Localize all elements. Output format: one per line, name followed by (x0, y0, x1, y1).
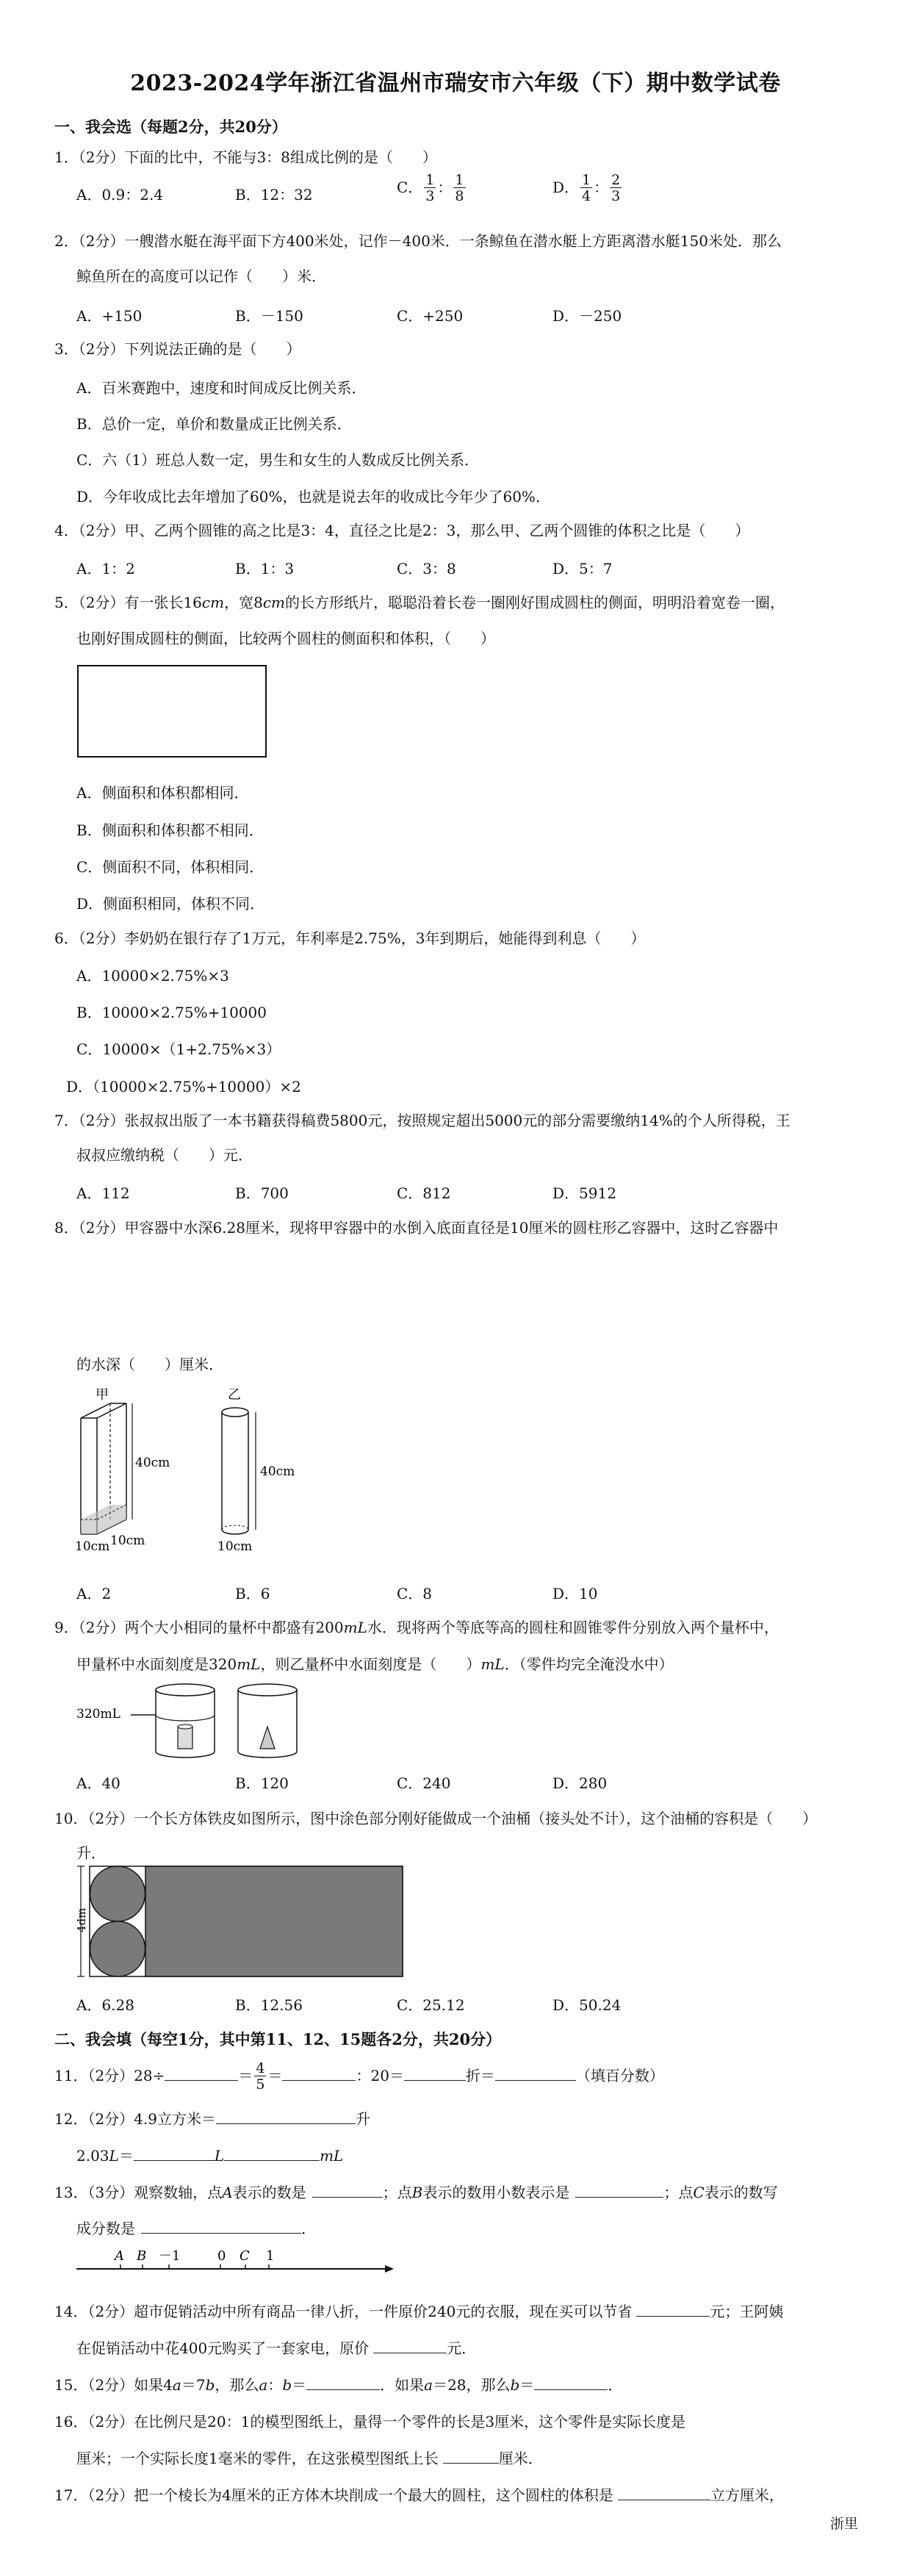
denominator: 8 (455, 188, 464, 204)
numerator: 1 (455, 172, 464, 188)
numerator: 1 (425, 172, 435, 188)
unit: mL (480, 1655, 505, 1673)
q9-option-d[interactable]: D．280 (552, 1774, 608, 1792)
shaded-circle-2 (90, 1921, 145, 1976)
axis-label-0: 0 (217, 2248, 226, 2264)
q1-option-a[interactable]: A．0.9：2.4 (76, 186, 164, 204)
question-7-line-1: 7．（2分）张叔叔出版了一本书籍获得稿费5800元，按照规定超出5000元的部分需要缴纳14%的个人所得税，王 (54, 1112, 791, 1129)
text: 2.03 (76, 2147, 109, 2165)
text: 折＝ (465, 2067, 495, 2084)
q9-option-c[interactable]: C．240 (397, 1774, 451, 1792)
cone-part (260, 1727, 275, 1749)
text: 的长方形纸片，聪聪沿着长卷一圈刚好围成圆柱的侧面，明明沿着宽卷一圈， (284, 594, 785, 611)
shaded-side (145, 1866, 403, 1976)
q14-blank-1[interactable] (636, 2300, 710, 2317)
q5-rectangle-figure (76, 664, 267, 758)
q10-option-c[interactable]: C．25.12 (397, 1996, 465, 2014)
text: ；点 (382, 2184, 412, 2201)
unit: cm (201, 594, 225, 611)
q5-option-b[interactable]: B．侧面积和体积都不相同． (76, 821, 264, 839)
var: a (259, 2376, 268, 2394)
question-4: 4．（2分）甲、乙两个圆锥的高之比是3：4，直径之比是2：3，那么甲、乙两个圆锥的体积之比是（ ） (54, 522, 750, 539)
q7-option-d[interactable]: D．5912 (552, 1184, 616, 1202)
fig-label-320ml: 320mL (76, 1707, 120, 1721)
denominator: 3 (425, 188, 435, 204)
fig-width-3: 10cm (217, 1539, 253, 1554)
q4-option-b[interactable]: B．1：3 (235, 560, 295, 578)
q10-option-b[interactable]: B．12.56 (235, 1996, 303, 2014)
question-13-line-2 (76, 2217, 316, 2238)
question-8-line-2: 的水深（ ）厘米． (76, 1356, 223, 1373)
q11-blank-2[interactable] (282, 2064, 356, 2081)
question-13-line-1 (54, 2181, 778, 2202)
q7-option-a[interactable]: A．112 (76, 1184, 130, 1202)
numerator: 4 (256, 2060, 265, 2076)
q11-fraction (254, 2062, 266, 2092)
q3-option-a[interactable]: A．百米赛跑中，速度和时间成反比例关系． (76, 379, 367, 397)
text: ： (267, 2376, 283, 2394)
q3-option-d[interactable]: D．今年收成比去年增加了60%，也就是说去年的收成比今年少了60%． (76, 488, 550, 506)
text: 甲量杯中水面刻度是320 (76, 1655, 237, 1673)
ratio-sep: ： (594, 179, 609, 196)
unit: mL (343, 1619, 367, 1636)
question-3: 3．（2分）下列说法正确的是（ ） (54, 340, 301, 358)
question-16-line-1 (54, 2410, 685, 2431)
var: a (172, 2376, 181, 2394)
fig-label-yi: 乙 (228, 1387, 241, 1403)
q12-blank-1[interactable] (216, 2107, 356, 2124)
question-14-line-1 (54, 2300, 783, 2321)
fig-width-1: 10cm (75, 1539, 110, 1554)
fig-height-1: 40cm (135, 1456, 170, 1470)
question-14-line-2 (76, 2336, 476, 2358)
text: 表示的数用小数表示是 (422, 2184, 570, 2201)
box-top (81, 1403, 126, 1418)
var: b (282, 2376, 292, 2394)
text: ． (301, 2220, 316, 2237)
q4-option-a[interactable]: A．1：2 (76, 560, 135, 578)
q8-option-b[interactable]: B．6 (235, 1585, 270, 1602)
paper-rectangle (78, 666, 266, 757)
cylinder-part (178, 1727, 192, 1749)
q1-d-fraction-1 (580, 173, 592, 204)
q6-option-a[interactable]: A．10000×2.75%×3 (76, 967, 229, 985)
q10-option-a[interactable]: A．6.28 (76, 1996, 134, 2014)
question-2-line-1: 2．（2分）一艘潜水艇在海平面下方400米处，记作－400米．一条鲸鱼在潜水艇上方距离潜水艇150米处．那么 (54, 232, 782, 250)
text: ，则乙量杯中水面刻度是（ ） (260, 1655, 481, 1673)
var: a (424, 2376, 433, 2394)
ratio-sep: ： (437, 179, 453, 196)
axis-arrow (385, 2265, 394, 2273)
text: （填百分数） (575, 2067, 664, 2084)
text: ＝ (238, 2067, 253, 2084)
question-11 (54, 2062, 664, 2092)
text: ．（零件均完全淹没水中） (504, 1655, 674, 1673)
text: 13．（3分）观察数轴，点 (54, 2184, 223, 2201)
text: ＝ (267, 2067, 283, 2084)
question-8-line-1: 8．（2分）甲容器中水深6.28厘米，现将甲容器中的水倒入底面直径是10厘米的圆柱形乙容器中，这时乙容器中 (54, 1219, 779, 1237)
q1-d-fraction-2 (610, 173, 622, 204)
unit: mL (320, 2147, 344, 2165)
question-15 (54, 2373, 622, 2395)
text: 厘米；一个实际长度1毫米的零件，在这张模型图纸上长 (76, 2450, 439, 2467)
question-6: 6．（2分）李奶奶在银行存了1万元，年利率是2.75%，3年到期后，她能得到利息（ ） (54, 929, 646, 947)
text: ，宽8 (224, 594, 263, 611)
question-9-line-1 (54, 1616, 848, 1638)
q8-option-d[interactable]: D．10 (552, 1585, 598, 1602)
text: ＝ (519, 2376, 535, 2394)
axis-label-b: B (137, 2248, 147, 2264)
q2-option-a[interactable]: A．+150 (76, 307, 143, 325)
text: 14．（2分）超市促销活动中所有商品一律八折，一件原价240元的衣服，现在买可以节省 (54, 2303, 633, 2320)
text: 元． (447, 2339, 477, 2357)
text: 成分数是 (76, 2220, 135, 2237)
q7-option-c[interactable]: C．812 (397, 1184, 451, 1202)
q6-option-d[interactable]: D．（10000×2.75%+10000）×2 (66, 1078, 301, 1095)
q11-blank-1[interactable] (165, 2064, 238, 2081)
cylinder-part-top (178, 1724, 192, 1729)
var: b (205, 2376, 215, 2394)
text: 表示的数是 (232, 2184, 306, 2201)
unit: L (109, 2147, 119, 2165)
cylinder-top (222, 1408, 248, 1417)
q12-blank-3[interactable] (224, 2144, 320, 2161)
q3-option-b[interactable]: B．总价一定，单价和数量成正比例关系． (76, 415, 352, 433)
text: ；点 (663, 2184, 694, 2201)
q7-option-b[interactable]: B．700 (235, 1184, 289, 1202)
question-2-line-2: 鲸鱼所在的高度可以记作（ ）米． (76, 267, 326, 285)
section-1-heading: 一、我会选（每题2分，共20分） (54, 118, 287, 136)
q9-measuring-cups-figure (76, 1681, 341, 1762)
q13-blank-1[interactable] (312, 2181, 383, 2198)
q4-option-d[interactable]: D．5：7 (552, 560, 613, 578)
cup-1-bottom (156, 1752, 215, 1757)
q10-option-d[interactable]: D．50.24 (552, 1996, 622, 2014)
q6-option-c[interactable]: C．10000×（1+2.75%×3） (76, 1040, 281, 1058)
question-9-line-2 (76, 1653, 870, 1675)
q1-c-fraction-1 (424, 173, 436, 204)
q9-option-a[interactable]: A．40 (76, 1774, 120, 1792)
question-17 (54, 2483, 784, 2505)
numerator: 2 (611, 172, 621, 188)
q8-option-c[interactable]: C．8 (397, 1585, 433, 1602)
axis-label-1: 1 (266, 2248, 275, 2264)
q11-blank-3[interactable] (404, 2064, 466, 2081)
text: 在促销活动中花400元购买了一套家电，原价 (76, 2339, 370, 2357)
text: 厘米． (498, 2450, 543, 2467)
text: 17．（2分）把一个棱长为4厘米的正方体木块削成一个最大的圆柱，这个圆柱的体积是 (54, 2486, 613, 2504)
q16-blank-2[interactable] (443, 2447, 499, 2464)
text: 升 (355, 2110, 370, 2128)
var: b (510, 2376, 520, 2394)
text: ：20＝ (356, 2067, 404, 2084)
fig-width-2: 10cm (110, 1533, 145, 1548)
watermark-text: 浙里 (830, 2516, 859, 2532)
cup-1-water (156, 1715, 215, 1721)
question-16-line-2 (76, 2447, 543, 2468)
unit: L (214, 2147, 225, 2165)
shaded-circle-1 (90, 1866, 145, 1921)
question-12-line-1 (54, 2107, 370, 2129)
text: 元；王阿姨 (710, 2303, 784, 2320)
text: 11．（2分）28÷ (54, 2067, 165, 2084)
q5-option-d[interactable]: D．侧面积相同，体积不同． (76, 895, 265, 913)
text: ＝7 (181, 2376, 206, 2394)
cylinder-bottom-hidden (222, 1525, 248, 1530)
q13-number-line (73, 2244, 397, 2285)
q1-option-c[interactable] (397, 173, 467, 204)
q6-option-b[interactable]: B．10000×2.75%+10000 (76, 1004, 267, 1021)
point-label: B (411, 2184, 423, 2201)
q14-blank-2[interactable] (373, 2336, 447, 2353)
axis-label-a: A (115, 2248, 124, 2264)
cup-2-bottom (238, 1752, 297, 1757)
cup-1-top (156, 1684, 215, 1696)
q2-option-b[interactable]: B．－150 (235, 307, 303, 325)
denominator: 5 (256, 2076, 265, 2093)
q15-blank-2[interactable] (534, 2373, 608, 2390)
q13-blank-3[interactable] (141, 2217, 301, 2234)
question-7-line-2: 叔叔应缴纳税（ ）元． (76, 1146, 253, 1164)
text: 立方厘米， (710, 2486, 784, 2504)
text: ＝28，那么 (433, 2376, 511, 2394)
q1-c-fraction-2 (453, 173, 465, 204)
q5-option-c[interactable]: C．侧面积不同，体积相同． (76, 858, 264, 876)
text: 16．（2分）在比例尺是20：1的模型图纸上，量得一个零件的长是3厘米，这个零件是实际长度是 (54, 2413, 686, 2431)
question-5-line-2: 也刚好围成圆柱的侧面，比较两个圆柱的侧面积和体积，（ ） (76, 630, 495, 647)
denominator: 4 (582, 188, 591, 204)
unit: mL (237, 1655, 261, 1673)
section-2-heading: 二、我会填（每空1分，其中第11、12、15题各2分，共20分） (54, 2030, 502, 2048)
text: ． (608, 2376, 623, 2394)
text: ＝ (118, 2147, 134, 2165)
water-shaded (81, 1505, 126, 1534)
question-10-line-1: 10．（2分）一个长方体铁皮如图所示，图中涂色部分刚好能做成一个油桶（接头处不计），这个油桶的容积是（ ） (54, 1810, 818, 1827)
q8-option-a[interactable]: A．2 (76, 1585, 112, 1602)
q1-option-d[interactable] (552, 173, 623, 204)
question-1: 1．（2分）下面的比中，不能与3：8组成比例的是（ ） (54, 148, 437, 166)
point-label: A (222, 2184, 233, 2201)
text: 水．现将两个等底等高的圆柱和圆锥零件分别放入两个量杯中， (367, 1619, 779, 1636)
q2-option-c[interactable]: C．+250 (397, 307, 464, 325)
q2-option-d[interactable]: D．－250 (552, 307, 622, 325)
fig-height-2: 40cm (260, 1464, 295, 1479)
q15-blank-1[interactable] (306, 2373, 380, 2390)
axis-label-c: C (240, 2248, 250, 2264)
q17-blank-1[interactable] (618, 2483, 710, 2500)
q4-option-c[interactable]: C．3：8 (397, 560, 456, 578)
q3-option-c[interactable]: C．六（1）班总人数一定，男生和女生的人数成反比例关系． (76, 451, 480, 469)
q9-option-b[interactable]: B．120 (235, 1774, 289, 1792)
q13-blank-2[interactable] (575, 2181, 663, 2198)
q1-option-c-label: C． (397, 179, 423, 196)
point-label: C (693, 2184, 705, 2201)
question-10-line-2: 升． (76, 1844, 106, 1862)
text: 表示的数写 (704, 2184, 778, 2201)
unit: cm (262, 594, 285, 611)
text: 15．（2分）如果4 (54, 2376, 173, 2394)
denominator: 3 (611, 188, 621, 204)
text: ，那么 (215, 2376, 259, 2394)
text: ．如果 (380, 2376, 425, 2394)
q1-option-b[interactable]: B．12：32 (235, 186, 313, 204)
cup-2-top (238, 1684, 297, 1696)
fig-label-jia: 甲 (96, 1387, 109, 1403)
q12-blank-2[interactable] (134, 2144, 215, 2161)
cylinder-bottom (222, 1530, 248, 1534)
axis-label-minus-1: －1 (159, 2248, 181, 2264)
q10-sheet-figure (71, 1865, 408, 1982)
text: 9．（2分）两个大小相同的量杯中都盛有200 (54, 1619, 344, 1636)
numerator: 1 (582, 172, 591, 188)
q5-option-a[interactable]: A．侧面积和体积都相同． (76, 784, 249, 802)
text: 12．（2分）4.9立方米＝ (54, 2110, 216, 2128)
text: ＝ (292, 2376, 307, 2394)
question-5-line-1 (54, 591, 848, 614)
q1-option-d-label: D． (552, 179, 580, 196)
fig-dim-4dm: 4dm (75, 1907, 88, 1932)
question-12-line-2 (76, 2144, 343, 2165)
text: 5．（2分）有一张长16 (54, 594, 202, 611)
q8-containers-figure (71, 1387, 320, 1556)
q11-blank-4[interactable] (495, 2064, 576, 2081)
page-title: 2023-2024学年浙江省温州市瑞安市六年级（下）期中数学试卷 (130, 71, 781, 96)
